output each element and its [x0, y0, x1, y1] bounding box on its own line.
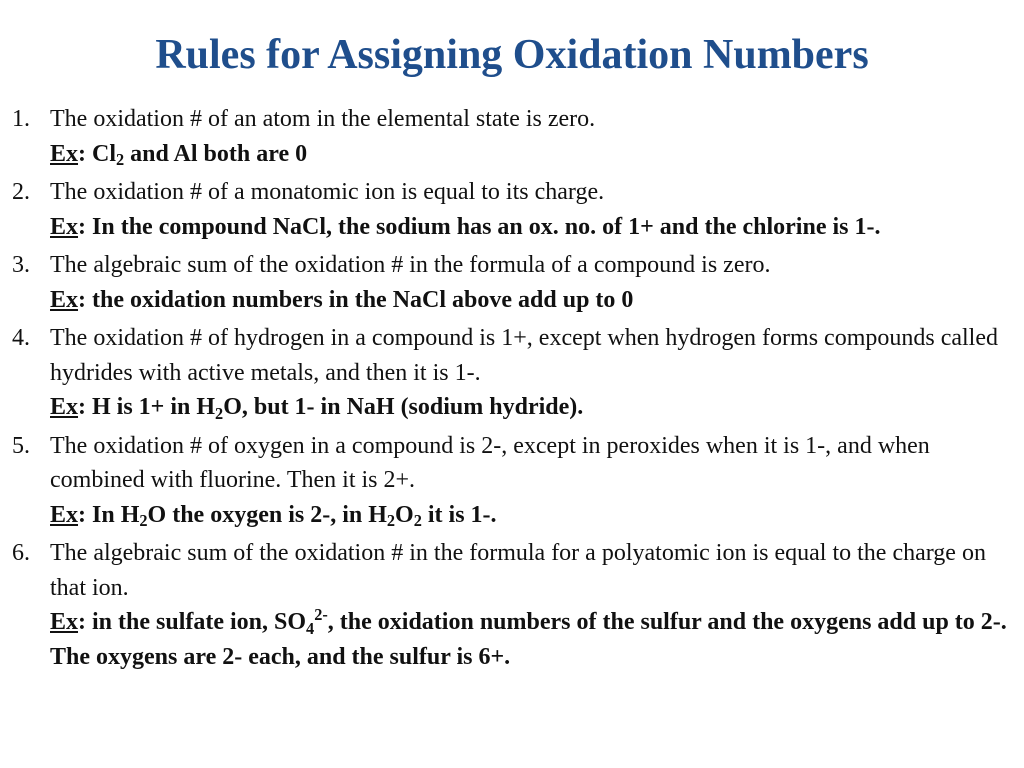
subscript: 2 — [386, 511, 396, 531]
rule-example — [50, 390, 1007, 425]
rule-example — [50, 498, 1007, 533]
example-text: O — [395, 501, 414, 528]
example-label: Ex — [50, 394, 79, 420]
rule-body — [50, 536, 1007, 674]
example-text: : H is 1+ in H — [78, 394, 216, 420]
rule-text: The algebraic sum of the oxidation # in the formula for a polyatomic ion is equal to the charge on that ion. — [50, 540, 986, 601]
superscript: 2- — [314, 605, 328, 625]
rule-body — [50, 248, 1007, 317]
rule-item — [12, 102, 1007, 171]
example-text: : Cl — [78, 140, 117, 167]
rule-text: The oxidation # of a monatomic ion is equal to its charge. — [50, 179, 605, 205]
rule-example — [50, 605, 1007, 674]
rule-number: 1. — [12, 106, 30, 132]
rule-item — [12, 429, 1007, 533]
subscript: 2 — [116, 150, 125, 170]
page-title: Rules for Assigning Oxidation Numbers — [155, 32, 869, 78]
example-text: , the oxidation numbers of the sulfur and the oxygens add up to 2-. The oxygens are 2- each, and the sulfur is 6+. — [50, 609, 1007, 670]
rule-text: The algebraic sum of the oxidation # in the formula of a compound is zero. — [50, 252, 771, 278]
subscript: 2 — [413, 511, 422, 531]
rule-text: The oxidation # of hydrogen in a compound is 1+, except when hydrogen forms compounds called hydrides with active metals, and then it is 1-. — [50, 325, 998, 386]
example-text: : in the sulfate ion, SO — [78, 609, 307, 635]
rule-number: 6. — [12, 540, 30, 566]
rule-number: 2. — [12, 179, 30, 205]
rules-list — [12, 102, 1007, 678]
example-text: : In H — [78, 501, 140, 528]
subscript: 4 — [306, 618, 315, 638]
rule-number: 3. — [12, 252, 30, 278]
subscript: 2 — [139, 511, 148, 531]
rule-body — [50, 102, 1007, 171]
example-label: Ex — [50, 501, 79, 528]
example-text: O the oxygen is 2-, in H — [147, 501, 387, 528]
subscript: 2 — [215, 403, 224, 423]
example-label: Ex — [50, 140, 79, 167]
rule-example — [50, 283, 1007, 318]
example-text: it is 1-. — [421, 501, 497, 528]
rule-text: The oxidation # of oxygen in a compound is 2-, except in peroxides when it is 1-, and when combined with fluorine. Then it is 2+. — [50, 432, 930, 493]
rule-item — [12, 175, 1007, 244]
rule-number: 4. — [12, 325, 30, 351]
rule-item — [12, 248, 1007, 317]
rule-body — [50, 321, 1007, 425]
rule-example — [50, 210, 1007, 245]
example-text: O, but 1- in NaH (sodium hydride). — [223, 394, 584, 420]
example-text: and Al both are 0 — [124, 140, 308, 167]
example-text: : the oxidation numbers in the NaCl above add up to 0 — [78, 286, 634, 313]
example-label: Ex — [50, 609, 79, 635]
rule-body — [50, 429, 1007, 533]
rule-example — [50, 137, 1007, 172]
rule-item — [12, 321, 1007, 425]
example-text: : In the compound NaCl, the sodium has an ox. no. of 1+ and the chlorine is 1-. — [78, 213, 881, 240]
example-label: Ex — [50, 213, 79, 240]
rule-text: The oxidation # of an atom in the elemental state is zero. — [50, 106, 596, 132]
example-label: Ex — [50, 286, 79, 313]
rule-item — [12, 536, 1007, 674]
rule-body — [50, 175, 1007, 244]
rule-number: 5. — [12, 432, 30, 459]
